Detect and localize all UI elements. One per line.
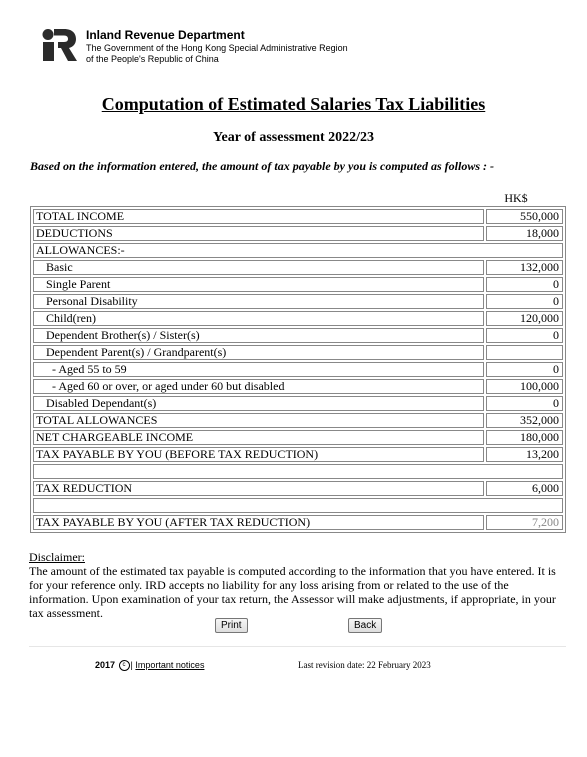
row-label: Child(ren) (33, 311, 484, 326)
row-label: TOTAL ALLOWANCES (33, 413, 484, 428)
row-value: 0 (486, 294, 563, 309)
table-row (33, 345, 563, 360)
intro-text: Based on the information entered, the amount of tax payable by you is computed as follows : - (30, 159, 495, 173)
site-header (40, 27, 400, 67)
government-line-1: The Government of the Hong Kong Special Administrative Region (86, 43, 348, 53)
row-value: 0 (486, 277, 563, 292)
row-label: NET CHARGEABLE INCOME (33, 430, 484, 445)
table-row (33, 362, 563, 377)
row-label: TAX PAYABLE BY YOU (AFTER TAX REDUCTION) (33, 515, 484, 530)
row-label: Basic (33, 260, 484, 275)
row-value: 13,200 (486, 447, 563, 462)
table-row (33, 311, 563, 326)
government-line-2: of the People's Republic of China (86, 54, 219, 64)
disclaimer-text: The amount of the estimated tax payable is computed according to the information that you have entered. It is for your reference only. IRD accepts no liability for any loss arising from or related to the use of the information. Upon examination of your tax return, the Assessor will make adjustments, if appropriate, in your tax assessment. (29, 564, 556, 620)
row-label: DEDUCTIONS (33, 226, 484, 241)
row-value: 0 (486, 362, 563, 377)
row-label: TAX PAYABLE BY YOU (BEFORE TAX REDUCTION) (33, 447, 484, 462)
disclaimer-heading: Disclaimer: (29, 550, 85, 564)
row-label: - Aged 55 to 59 (33, 362, 484, 377)
back-button[interactable]: Back (348, 618, 382, 633)
table-row (33, 515, 563, 530)
revision-date: Last revision date: 22 February 2023 (298, 660, 431, 670)
important-notices-link[interactable]: Important notices (135, 660, 205, 670)
row-value (486, 345, 563, 360)
row-value: 7,200 (486, 515, 563, 530)
table-row (33, 396, 563, 411)
table-row (33, 277, 563, 292)
table-row (33, 447, 563, 462)
table-row (33, 379, 563, 394)
table-row (33, 328, 563, 343)
row-value: 180,000 (486, 430, 563, 445)
table-row (33, 209, 563, 224)
copyright-icon: c (119, 660, 130, 671)
row-label: Dependent Parent(s) / Grandparent(s) (33, 345, 484, 360)
ird-logo-icon (40, 27, 78, 63)
table-row (33, 430, 563, 445)
row-label: ALLOWANCES:- (33, 243, 563, 258)
spacer-cell (33, 464, 563, 479)
row-value: 18,000 (486, 226, 563, 241)
department-block (86, 27, 348, 65)
page-title: Computation of Estimated Salaries Tax Liabilities (101, 94, 486, 114)
row-value: 550,000 (486, 209, 563, 224)
table-row (33, 294, 563, 309)
row-label: TOTAL INCOME (33, 209, 484, 224)
table-row (33, 481, 563, 496)
table-row (33, 260, 563, 275)
assessment-year: Year of assessment 2022/23 (212, 130, 375, 145)
department-name: Inland Revenue Department (86, 28, 245, 42)
divider (29, 646, 566, 647)
table-row (33, 243, 563, 258)
spacer-row (33, 464, 563, 479)
row-value: 100,000 (486, 379, 563, 394)
row-value: 120,000 (486, 311, 563, 326)
print-button[interactable]: Print (215, 618, 248, 633)
spacer-row (33, 498, 563, 513)
copyright-year: 2017 (95, 660, 116, 670)
row-label: Single Parent (33, 277, 484, 292)
spacer-cell (33, 498, 563, 513)
table-row (33, 413, 563, 428)
row-value: 132,000 (486, 260, 563, 275)
row-label: - Aged 60 or over, or aged under 60 but disabled (33, 379, 484, 394)
row-value: 0 (486, 396, 563, 411)
disclaimer (29, 550, 569, 620)
tax-computation-table (30, 206, 566, 533)
row-label: Dependent Brother(s) / Sister(s) (33, 328, 484, 343)
footer-copyright (95, 660, 204, 671)
footer-separator: | (130, 660, 133, 670)
currency-label: HK$ (504, 191, 528, 205)
row-label: Disabled Dependant(s) (33, 396, 484, 411)
row-value: 352,000 (486, 413, 563, 428)
row-label: Personal Disability (33, 294, 484, 309)
row-value: 6,000 (486, 481, 563, 496)
row-label: TAX REDUCTION (33, 481, 484, 496)
table-row (33, 226, 563, 241)
row-value: 0 (486, 328, 563, 343)
